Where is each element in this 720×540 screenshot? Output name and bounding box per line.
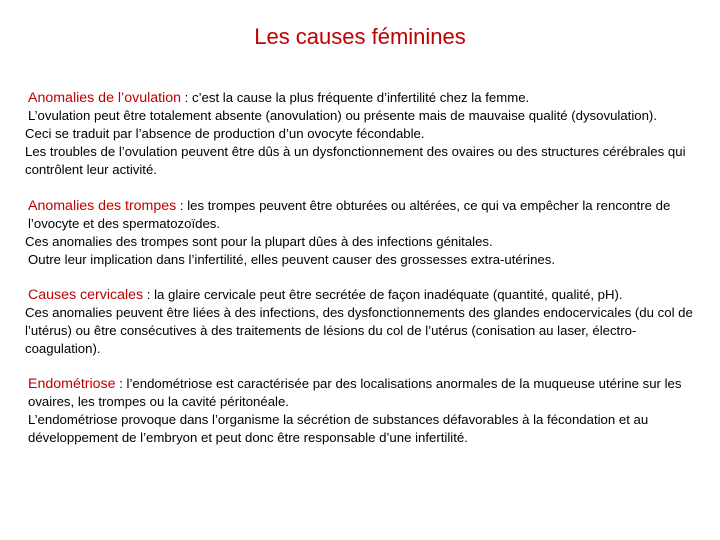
paragraph: L’ovulation peut être totalement absente (anovulation) ou présente mais de mauvaise qualité (dysovulation). xyxy=(28,108,657,123)
slide-title: Les causes féminines xyxy=(254,24,466,49)
section-lead: : la glaire cervicale peut être secrétée de façon inadéquate (quantité, qualité, pH). xyxy=(143,287,623,302)
paragraph: Ces anomalies des trompes sont pour la plupart dûes à des infections génitales. xyxy=(25,234,493,249)
paragraph: Outre leur implication dans l’infertilité, elles peuvent causer des grossesses extra-utérines. xyxy=(28,252,556,267)
section-endometriose xyxy=(25,375,705,447)
section-lead: : c’est la cause la plus fréquente d’infertilité chez la femme. xyxy=(181,90,530,105)
section-intro xyxy=(25,375,705,411)
section-trompes xyxy=(25,197,705,269)
section-heading: Anomalies des trompes xyxy=(28,198,177,214)
paragraph: Ces anomalies peuvent être liées à des infections, des dysfonctionnements des glandes endocervicales (du col de l’utérus) ou être consécutives à des traitements de lésions du col de l’utérus (conisation au laser, électro-coagulation). xyxy=(25,305,693,356)
section-lead: : l’endométriose est caractérisée par des localisations anormales de la muqueuse utérine sur les ovaires, les trompes ou la cavité péritonéale. xyxy=(28,376,682,409)
section-heading: Anomalies de l’ovulation xyxy=(28,90,182,106)
section-cervicales xyxy=(25,286,705,358)
section-heading: Causes cervicales xyxy=(28,287,144,303)
section-heading: Endométriose xyxy=(28,376,116,392)
section-lead: : les trompes peuvent être obturées ou altérées, ce qui va empêcher la rencontre de l’ovocyte et des spermatozoïdes. xyxy=(28,198,671,231)
section-intro xyxy=(25,286,705,304)
slide-body xyxy=(25,89,705,447)
paragraph: L’endométriose provoque dans l’organisme la sécrétion de substances défavorables à la fécondation et au développement de l’embryon et peut donc être responsable d’une infertilité. xyxy=(28,412,649,445)
section-ovulation xyxy=(25,89,705,179)
paragraph: Ceci se traduit par l’absence de production d’un ovocyte fécondable. xyxy=(25,126,425,141)
section-intro xyxy=(25,89,705,107)
paragraph: Les troubles de l’ovulation peuvent être dûs à un dysfonctionnement des ovaires ou des structures cérébrales qui contrôlent leur activité. xyxy=(25,144,686,177)
section-intro xyxy=(25,197,705,233)
